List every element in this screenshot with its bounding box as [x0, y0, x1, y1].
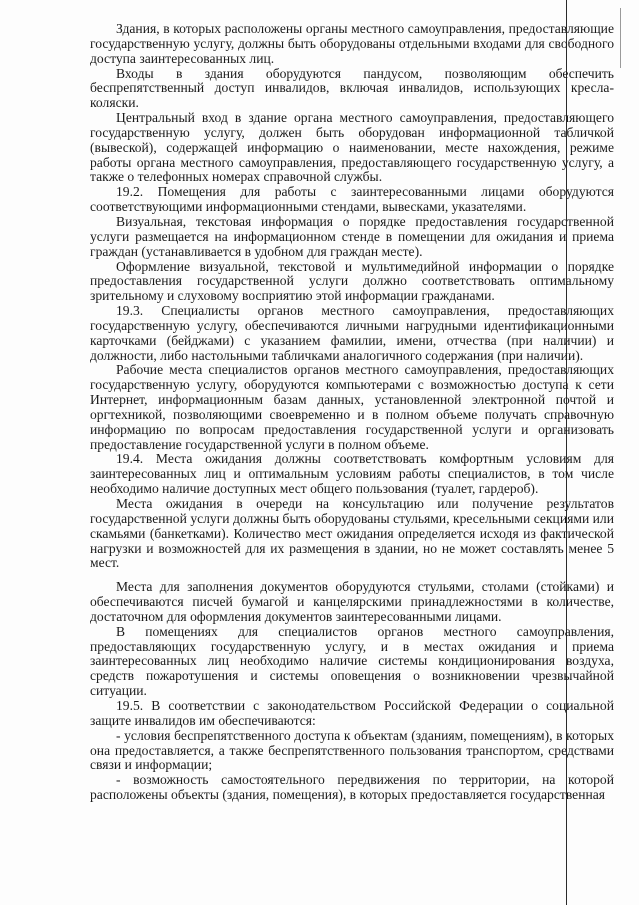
paragraph-19-3: 19.3. Специалисты органов местного самоуправления, предоставляющих государственную услугу, обеспечиваются личными нагрудными идентификационными карточками (бейджами) с указанием фамилии, имени, отчества (при наличии) и должности, либо настольными табличками аналогичного содержания (при наличии).: [90, 303, 614, 363]
paragraph-visual-info: Визуальная, текстовая информация о порядке предоставления государственной услуги размещается на информационном стенде в помещении для ожидания и приема граждан (устанавливается в удобном для граждан месте).: [90, 213, 614, 259]
list-item-access-conditions: - условия беспрепятственного доступа к объектам (зданиям, помещениям), в которых она предоставляется, а также беспрепятственного пользования транспортом, средствами связи и информации;: [90, 727, 614, 773]
paragraph-19-2: 19.2. Помещения для работы с заинтересованными лицами оборудуются соответствующими информационными стендами, вывесками, указателями.: [90, 184, 614, 215]
paragraph-19-4: 19.4. Места ожидания должны соответствовать комфортным условиям для заинтересованных лиц и оптимальным условиям работы специалистов, в том числе необходимо наличие доступных мест общего пользования (туалет, гардероб).: [90, 451, 614, 497]
paragraph-multimedia-info: Оформление визуальной, текстовой и мультимедийной информации о порядке предоставления государственной услуги должно соответствовать оптимальному зрительному и слуховому восприятию этой информации гражданами.: [90, 258, 614, 304]
paragraph-workplaces: Рабочие места специалистов органов местного самоуправления, предоставляющих государственную услугу, оборудуются компьютерами с возможностью доступа к сети Интернет, информационным базам данных, установленной электронной почтой и оргтехникой, позволяющими своевременно и в полном объеме получать справочную информацию по вопросам предоставления государственной услуги и организовать предоставление государственной услуги в полном объеме.: [90, 362, 614, 452]
paragraph-central-entrance: Центральный вход в здание органа местного самоуправления, предоставляющего государственную услугу, должен быть оборудован информационной табличкой (вывеской), содержащей информацию о наименовании, месте нахождения, режиме работы органа местного самоуправления, предоставляющего государственную услугу, а также о телефонных номерах справочной службы.: [90, 110, 614, 185]
document-body: [90, 22, 614, 803]
paragraph-19-5: 19.5. В соответствии с законодательством Российской Федерации о социальной защите инвалидов им обеспечиваются:: [90, 697, 614, 728]
paragraph-waiting-places: Места ожидания в очереди на консультацию или получение результатов государственной услуги должны быть оборудованы стульями, кресельными секциями или скамьями (банкетками). Количество мест ожидания определяется исходя из фактической нагрузки и возможностей для их размещения в здании, но не может составлять менее 5 мест.: [90, 496, 614, 571]
scan-edge-mark: [620, 8, 621, 68]
paragraph-air-conditioning: В помещениях для специалистов органов местного самоуправления, предоставляющих государственную услугу, и в местах ожидания и приема заинтересованных лиц необходимо наличие системы кондиционирования воздуха, средств пожаротушения и системы оповещения о возникновении чрезвычайной ситуации.: [90, 623, 614, 699]
paragraph-document-filling: Места для заполнения документов оборудуются стульями, столами (стойками) и обеспечиваются писчей бумагой и канцелярскими принадлежностями в количестве, достаточном для оформления документов заинтересованными лицами.: [90, 579, 614, 624]
list-item-independent-movement: - возможность самостоятельного передвижения по территории, на которой расположены объекты (здания, помещения), в которых предоставляется государственная: [90, 772, 614, 803]
paragraph-ramps: Входы в здания оборудуются пандусом, позволяющим обеспечить беспрепятственный доступ инвалидов, включая инвалидов, использующих кресла-коляски.: [90, 65, 614, 111]
paragraph-building-entrances: Здания, в которых расположены органы местного самоуправления, предоставляющие государственную услугу, должны быть оборудованы отдельными входами для свободного доступа заинтересованных лиц.: [90, 21, 614, 66]
